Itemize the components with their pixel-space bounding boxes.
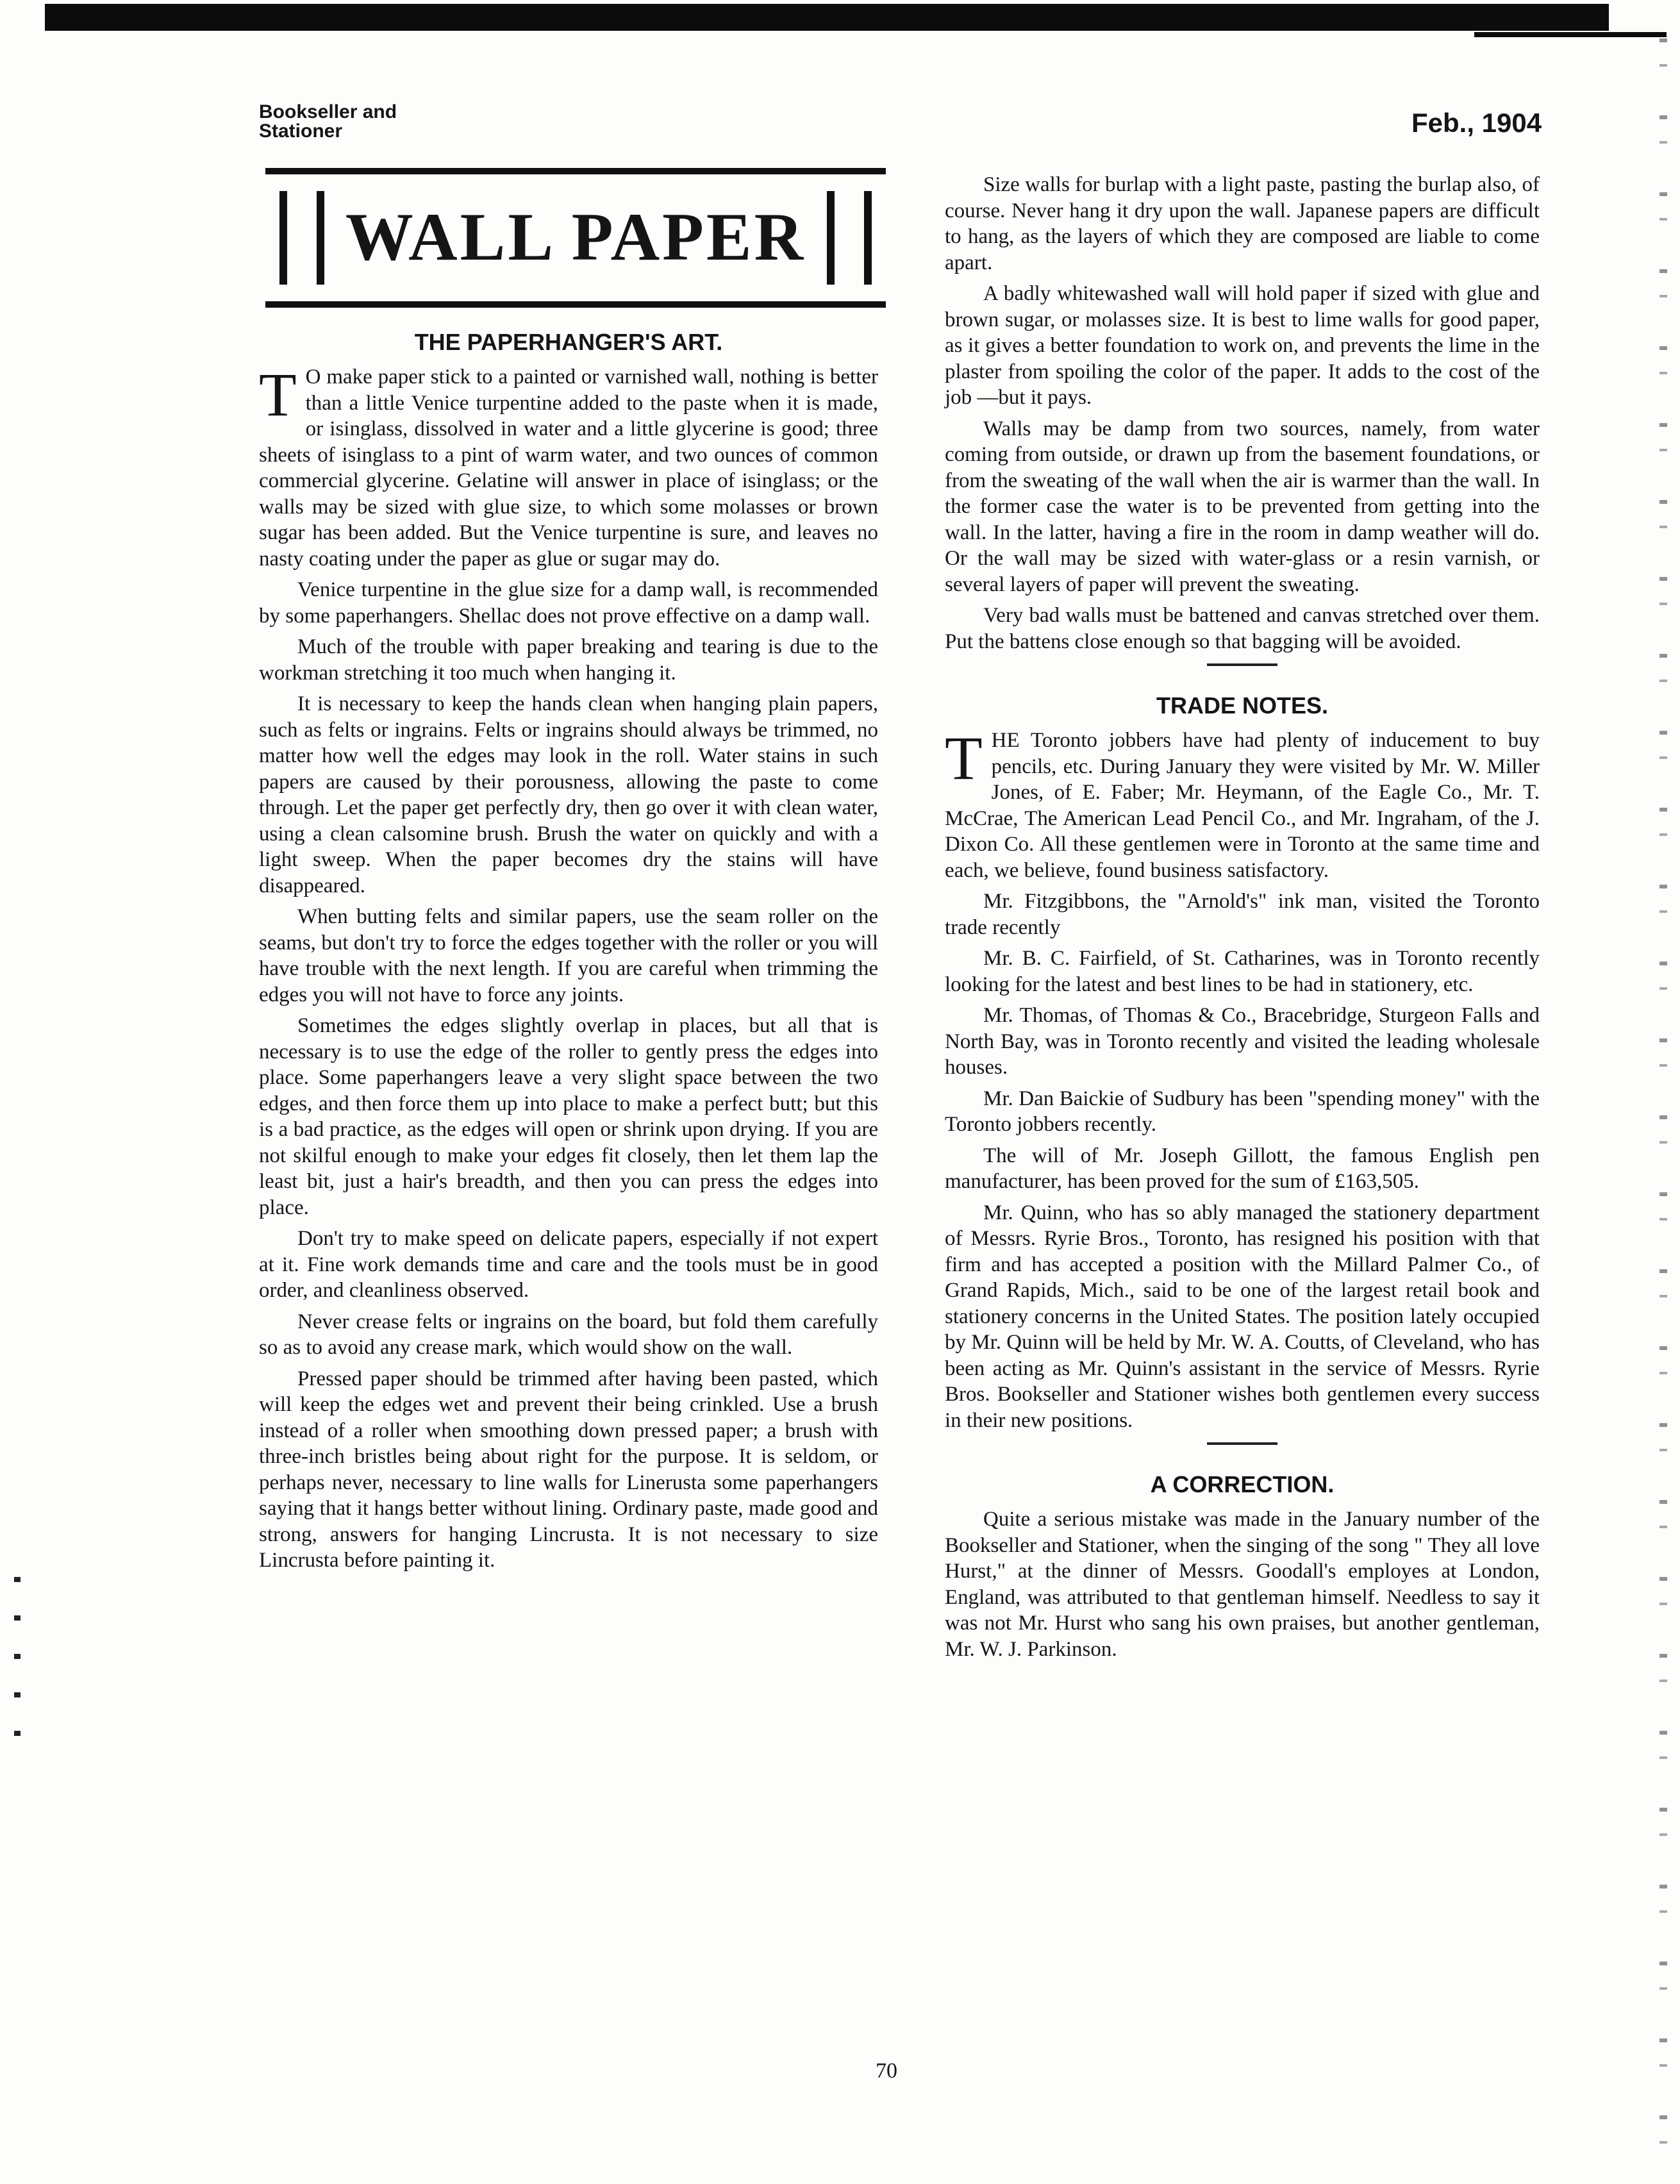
article-title: THE PAPERHANGER'S ART. [414,329,723,355]
issue-date: Feb., 1904 [1411,108,1542,138]
left-column [259,328,878,1579]
section-divider [1207,1442,1277,1445]
correction-title: A CORRECTION. [1150,1471,1335,1497]
scan-edge-left [14,1577,21,1769]
page-number: 70 [876,2059,897,2083]
article-paragraph: Walls may be damp from two sources, namely, from water coming from outside, or drawn up from the basement foundations, or from the sweating of the wall when the air is warmer than the wall. In the former case the water is to be prevented from getting into the wall. In the latter, having a fire in the room in damp weather will do. Or the wall may be sized with water-glass or a resin varnish, or several layers of paper will prevent the sweating. [945,417,1540,596]
section-divider [1207,663,1277,666]
article-paragraph: Never crease felts or ingrains on the board, but fold them carefully so as to avoid any crease mark, which would show on the wall. [259,1310,878,1359]
section-banner [265,168,886,308]
scan-edge-right [1659,38,1667,2154]
drop-cap: T [945,724,983,792]
article-paragraph: Don't try to make speed on delicate papers, especially if not expert at it. Fine work demands time and care and the tools must be in good order, and cleanliness observed. [259,1227,878,1302]
article-paragraph: It is necessary to keep the hands clean when hanging plain papers, such as felts or ingrains. Felts or ingrains should always be trimmed, no matter how well the edges may look in the roll. Water stains in such papers are caused by their porousness, allowing the paste to come through. Let the paper get perfectly dry, then go over it with clean water, using a clean calsomine brush. Brush the water on quickly and with a light sweep. When the paper becomes dry the stains will have disappeared. [259,692,878,897]
trade-note-paragraph: Mr. Quinn, who has so ably managed the stationery department of Messrs. Ryrie Bros., Toronto, has resigned his position with that firm and has accepted a position with the Millard Palmer Co., of Grand Rapids, Mich., said to be one of the largest retail book and stationery concerns in the United States. The position lately occupied by Mr. Quinn will be held by Mr. W. A. Coutts, of Cleveland, who has been acting as Mr. Quinn's assistant in the service of Messrs. Ryrie Bros. Bookseller and Stationer wishes both gentlemen every success in their new positions. [945,1201,1540,1432]
article-paragraph: Venice turpentine in the glue size for a damp wall, is recommended by some paperhangers. Shellac does not prove effective on a damp wall. [259,578,878,628]
article-paragraph: Pressed paper should be trimmed after having been pasted, which will keep the edges wet and prevent their being crinkled. Use a brush instead of a roller when smoothing down pressed paper; a brush with three-inch bristles being about right for the purpose. It is seldom, or perhaps never, necessary to line walls for Linerusta some paperhangers saying that it hangs better without lining. Ordinary paste, made good and strong, answers for hanging Lincrusta. It is not necessary to size Lincrusta before painting it. [259,1367,878,1572]
banner-title: WALL PAPER [345,199,806,274]
publication-name-line2: Stationer [259,121,343,142]
article-paragraph: Very bad walls must be battened and canvas stretched over them. Put the battens close enough so that bagging will be avoided. [945,604,1540,653]
trade-notes-title: TRADE NOTES. [1156,692,1328,719]
trade-note-paragraph: Mr. Dan Baickie of Sudbury has been "spending money" with the Toronto jobbers recently. [945,1087,1540,1136]
first-paragraph-text: HE Toronto jobbers have had plenty of inducement to buy pencils, etc. During January they were visited by Mr. W. Miller Jones, of E. Faber; Mr. Heymann, of the Eagle Co., Mr. T. McCrae, The American Lead Pencil Co., and Mr. Ingraham, of the J. Dixon Co. All these gentlemen were in Toronto at the same time and each, we believe, found business satisfactory. [945,729,1540,882]
article-paragraph: Size walls for burlap with a light paste, pasting the burlap also, of course. Never hang it dry upon the wall. Japanese papers are difficult to hang, as the layers of which they are composed are liable to come apart. [945,173,1540,274]
article-paragraph [259,360,878,572]
drop-cap: T [259,360,297,429]
article-paragraph: Sometimes the edges slightly overlap in places, but all that is necessary is to use the edge of the roller to gently press the edges into place. Some paperhangers leave a very slight space between the two edges, and then force them up into place to make a perfect butt; but this is a bad practice, as the edges will open or shrink upon drying. If you are not skilful enough to make your edges fit closely, then let them lap the least bit, just a hair's breadth, and then you can press the edges into place. [259,1014,878,1219]
trade-note-paragraph: Mr. Thomas, of Thomas & Co., Bracebridge, Sturgeon Falls and North Bay, was in Toronto recently and visited the leading wholesale houses. [945,1004,1540,1079]
first-paragraph-text: O make paper stick to a painted or varnished wall, nothing is better than a little Venice turpentine added to the paste when it is made, or isinglass, dissolved in water and a little glycerine is good; three sheets of isinglass to a pint of warm water, and two ounces of common commercial glycerine. Gelatine will answer in place of isinglass; or the walls may be sized with glue size, to which some molasses or brown sugar has been added. But the Venice turpentine is sure, and leaves no nasty coating under the paper as glue or sugar may do. [259,365,878,571]
scan-top-bar-tail [1474,32,1667,37]
publication-name-line1: Bookseller and [259,101,397,122]
trade-note-paragraph [945,724,1540,883]
trade-note-paragraph: The will of Mr. Joseph Gillott, the famous English pen manufacturer, has been proved for the sum of £163,505. [945,1144,1540,1193]
right-column [945,172,1540,1667]
article-paragraph: Much of the trouble with paper breaking and tearing is due to the workman stretching it too much when hanging it. [259,635,878,685]
scan-top-bar [45,4,1609,31]
publication-name [259,103,397,141]
correction-paragraph: Quite a serious mistake was made in the January number of the Bookseller and Stationer, when the singing of the song " They all love Hurst," at the dinner of Messrs. Goodall's employes at London, England, was attributed to that gentleman himself. Needless to say it was not Mr. Hurst who sang his own praises, but another gentleman, Mr. W. J. Parkinson. [945,1508,1540,1661]
article-paragraph: When butting felts and similar papers, use the seam roller on the seams, but don't try to force the edges together with the roller or you will have trouble with the next length. If you are careful when trimming the edges you will not have to force any joints. [259,905,878,1006]
trade-note-paragraph: Mr. Fitzgibbons, the "Arnold's" ink man, visited the Toronto trade recently [945,890,1540,939]
article-paragraph: A badly whitewashed wall will hold paper if sized with glue and brown sugar, or molasses size. It is best to lime walls for good paper, as it gives a better foundation to work on, and prevents the lime in the plaster from spoiling the color of the paper. It adds to the cost of the job —but it pays. [945,282,1540,409]
trade-note-paragraph: Mr. B. C. Fairfield, of St. Catharines, was in Toronto recently looking for the latest and best lines to be had in stationery, etc. [945,947,1540,996]
